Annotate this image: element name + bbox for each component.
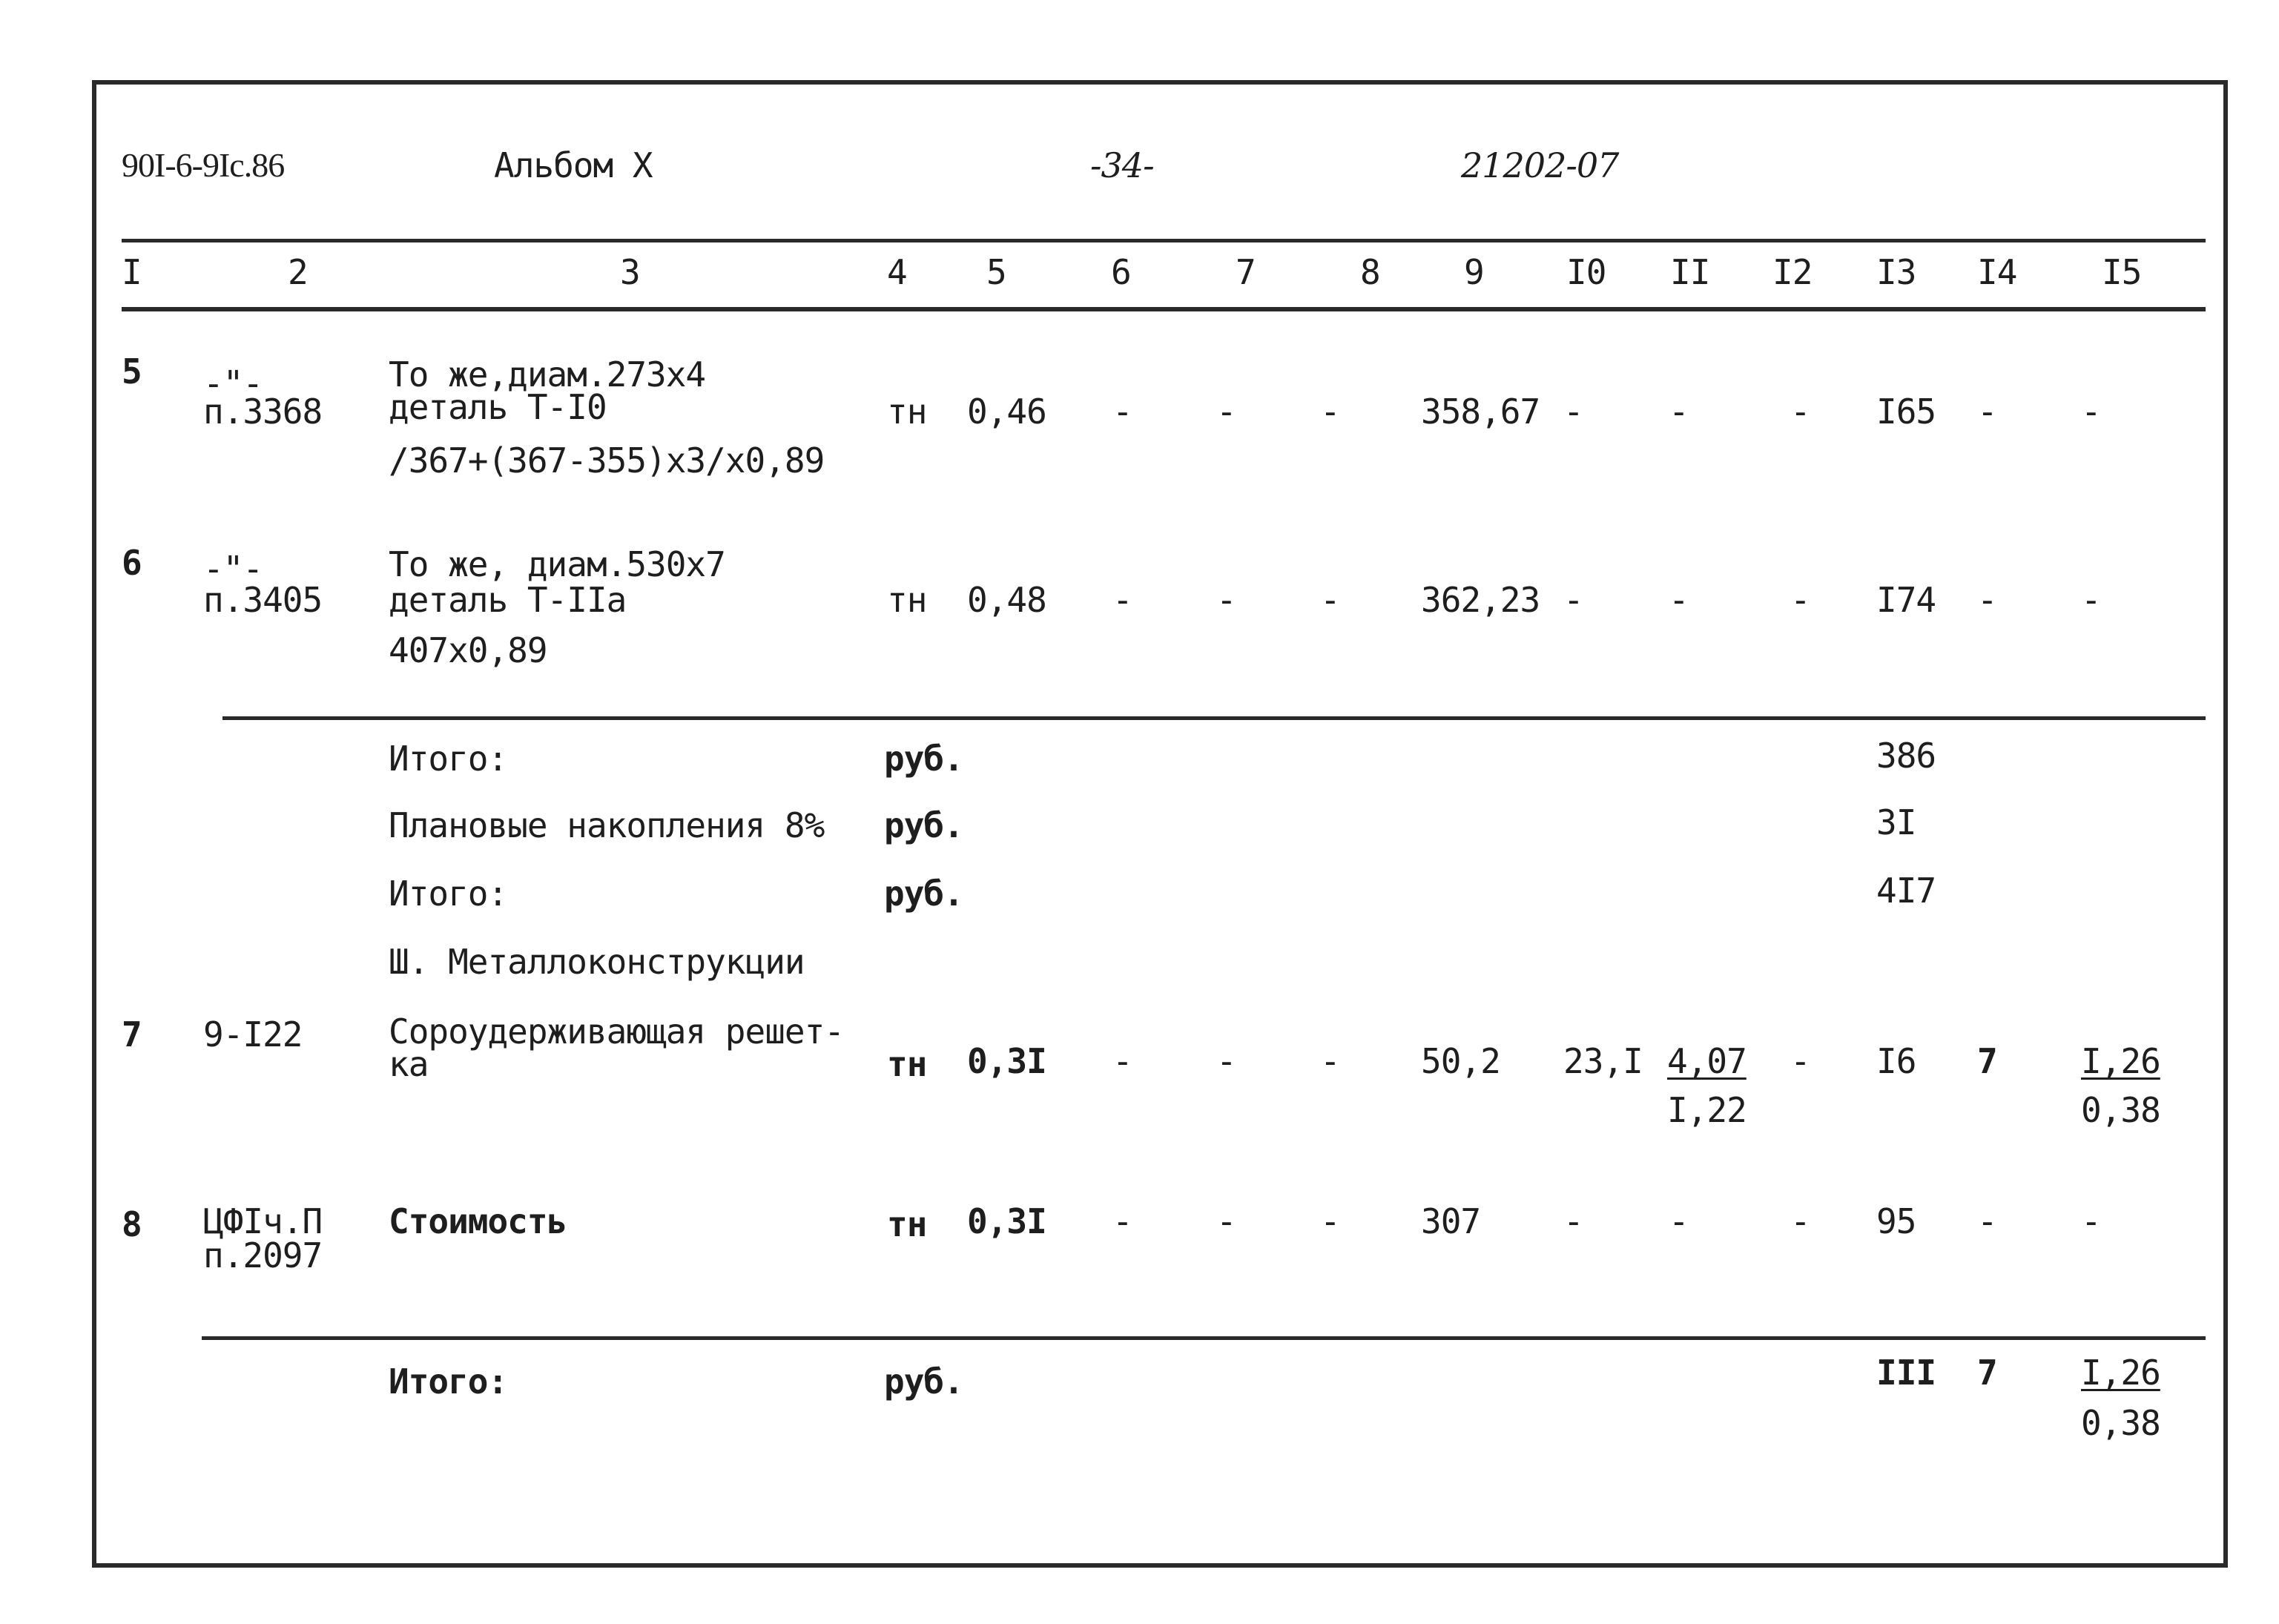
row-c10: - [1563, 580, 1583, 620]
total-c13: III [1876, 1353, 1936, 1393]
row-qty: 0,3I [967, 1201, 1046, 1241]
row-c12: - [1790, 580, 1810, 620]
col-header-8: 8 [1360, 252, 1380, 292]
row-c14: - [1977, 580, 1997, 620]
col-header-12: I2 [1772, 252, 1813, 292]
summary-label: Плановые накопления 8% [389, 805, 825, 845]
row-source-ref: 9-I22 [203, 1014, 303, 1054]
summary-label: Итого: [389, 739, 508, 779]
doc-number: 21202-07 [1461, 145, 1619, 185]
row-c6: - [1112, 1201, 1132, 1241]
row-c12: - [1790, 1041, 1810, 1081]
doc-code: 90I-6-9Ic.86 [122, 146, 285, 184]
row-desc-line1: Стоимость [389, 1201, 567, 1241]
row-c9: 50,2 [1421, 1041, 1500, 1081]
row-desc-line3: /367+(367-355)x3/x0,89 [389, 440, 825, 481]
total-label: Итого: [389, 1361, 508, 1402]
row-number: 6 [122, 543, 142, 583]
row-c7: - [1216, 392, 1236, 432]
col-header-6: 6 [1111, 252, 1131, 292]
col-header-15: I5 [2102, 252, 2142, 292]
row-c10: - [1563, 1201, 1583, 1241]
row-source-ref: п.3368 [203, 392, 323, 432]
row-unit: тн [887, 392, 927, 432]
col-header-13: I3 [1876, 252, 1916, 292]
row-c14: 7 [1977, 1041, 1997, 1081]
row-c10: 23,I [1563, 1041, 1643, 1081]
col-header-9: 9 [1464, 252, 1484, 292]
row-c11: - [1669, 580, 1689, 620]
header-bottom-line [122, 307, 2206, 311]
total-c14: 7 [1977, 1353, 1997, 1393]
row-number: 5 [122, 351, 142, 392]
col-header-2: 2 [288, 252, 308, 292]
row-source-code: ЦФIч.П [203, 1201, 323, 1241]
row-desc-line1: Сороудерживающая решет- [389, 1011, 844, 1052]
row-desc-line2: ка [389, 1044, 429, 1084]
row-c13: I65 [1876, 392, 1936, 432]
row-qty: 0,48 [967, 580, 1046, 620]
row-c13: I6 [1876, 1041, 1916, 1081]
row-c12: - [1790, 1201, 1810, 1241]
col-header-11: II [1670, 252, 1710, 292]
subtotal-separator [222, 716, 2206, 720]
row-c15-denominator: 0,38 [2081, 1090, 2160, 1130]
row-number: 7 [122, 1014, 142, 1054]
row-c10: - [1563, 392, 1583, 432]
row-source-ditto: -"- [203, 363, 263, 403]
row-qty: 0,3I [967, 1041, 1046, 1081]
summary-unit: руб. [884, 739, 963, 779]
total-separator [202, 1336, 2206, 1340]
row-c15: - [2081, 580, 2101, 620]
row-c6: - [1112, 1041, 1132, 1081]
row-c9: 358,67 [1421, 392, 1540, 432]
row-c14: - [1977, 392, 1997, 432]
summary-label: Итого: [389, 874, 508, 914]
row-c11-denominator: I,22 [1667, 1090, 1747, 1130]
row-c7: - [1216, 580, 1236, 620]
row-unit: тн [887, 580, 927, 620]
row-c15: - [2081, 392, 2101, 432]
row-unit: тн [887, 1044, 927, 1084]
row-c11: - [1669, 392, 1689, 432]
summary-unit: руб. [884, 874, 963, 914]
row-c12: - [1790, 392, 1810, 432]
summary-value: 3I [1876, 802, 1916, 842]
row-c6: - [1112, 392, 1132, 432]
row-number: 8 [122, 1204, 142, 1244]
section-title: Ш. Металлоконструкции [389, 942, 805, 982]
row-c11-numerator: 4,07 [1667, 1041, 1747, 1081]
summary-value: 4I7 [1876, 871, 1936, 911]
row-c9: 307 [1421, 1201, 1481, 1241]
summary-unit: руб. [884, 805, 963, 845]
row-c15-numerator: I,26 [2081, 1041, 2160, 1081]
row-desc-line2: деталь Т-IIа [389, 580, 627, 620]
summary-value: 386 [1876, 736, 1936, 776]
col-header-1: I [122, 252, 142, 292]
row-qty: 0,46 [967, 392, 1046, 432]
col-header-5: 5 [986, 252, 1006, 292]
header-top-line [122, 239, 2206, 242]
row-c13: 95 [1876, 1201, 1916, 1241]
row-unit: тн [887, 1204, 927, 1244]
row-desc-line1: То же,диам.273x4 [389, 354, 706, 395]
row-c13: I74 [1876, 580, 1936, 620]
row-c6: - [1112, 580, 1132, 620]
row-c8: - [1320, 580, 1340, 620]
col-header-14: I4 [1977, 252, 2017, 292]
row-c8: - [1320, 392, 1340, 432]
row-c7: - [1216, 1201, 1236, 1241]
row-desc-line1: То же, диам.530x7 [389, 544, 725, 584]
row-desc-line2: деталь Т-I0 [389, 387, 607, 427]
row-c14: - [1977, 1201, 1997, 1241]
total-c15-numerator: I,26 [2081, 1353, 2160, 1393]
row-c8: - [1320, 1201, 1340, 1241]
album-label: Альбом X [494, 145, 653, 185]
row-c15: - [2081, 1201, 2101, 1241]
col-header-7: 7 [1236, 252, 1256, 292]
col-header-10: I0 [1566, 252, 1606, 292]
row-c8: - [1320, 1041, 1340, 1081]
total-c15-denominator: 0,38 [2081, 1403, 2160, 1443]
row-c11: - [1669, 1201, 1689, 1241]
row-source-ref: п.3405 [203, 580, 323, 620]
row-source-ref: п.2097 [203, 1235, 323, 1275]
row-c9: 362,23 [1421, 580, 1540, 620]
page-number: -34- [1090, 145, 1154, 185]
total-unit: руб. [884, 1361, 963, 1402]
row-source-ditto: -"- [203, 549, 263, 589]
col-header-4: 4 [887, 252, 907, 292]
col-header-3: 3 [620, 252, 640, 292]
row-c7: - [1216, 1041, 1236, 1081]
row-desc-line3: 407x0,89 [389, 630, 547, 670]
